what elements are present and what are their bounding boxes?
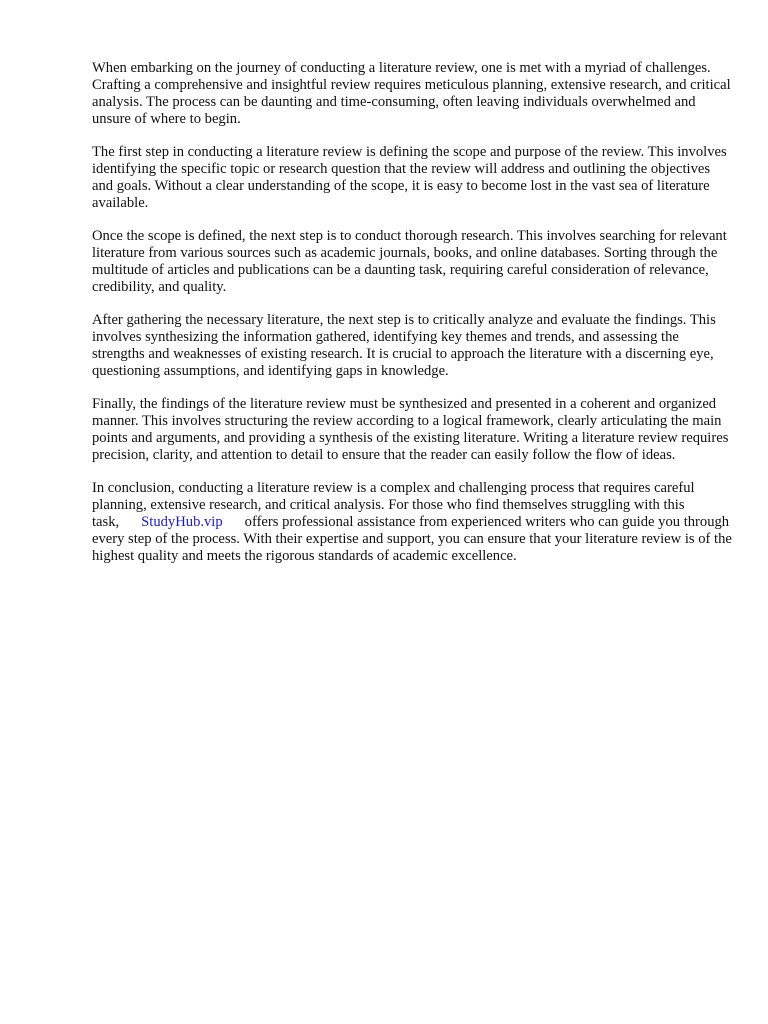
paragraph-intro: When embarking on the journey of conducting a literature review, one is met with a myriad of challenges. Crafting a comprehensive and insightful review requires meticulous planning, extensive research, and critical analysis. The process can be daunting and time-consuming, often leaving individuals overwhelmed and unsure of where to begin. <box>92 60 731 127</box>
studyhub-link[interactable]: StudyHub.vip <box>141 514 223 530</box>
paragraph-research: Once the scope is defined, the next step is to conduct thorough research. This involves searching for relevant literature from various sources such as academic journals, books, and online databases. Sorting through the multitude of articles and publications can be a daunting task, requiring careful consideration of relevance, credibility, and quality. <box>92 228 727 295</box>
conclusion-text-after-link: offers professional assistance from experienced writers who can guide you through every step of the process. With their expertise and support, you can ensure that your literature review is of the highest quality and meets the rigorous standards of academic excellence. <box>92 514 732 564</box>
document-body <box>92 60 732 581</box>
conclusion-text-before-link: In conclusion, conducting a literature review is a complex and challenging process that requires careful planning, extensive research, and critical analysis. For those who find themselves struggling with this task, <box>92 480 695 530</box>
paragraph-scope: The first step in conducting a literature review is defining the scope and purpose of the review. This involves identifying the specific topic or research question that the review will address and outlining the objectives and goals. Without a clear understanding of the scope, it is easy to become lost in the vast sea of literature available. <box>92 144 727 211</box>
paragraph-analysis: After gathering the necessary literature, the next step is to critically analyze and evaluate the findings. This involves synthesizing the information gathered, identifying key themes and trends, and assessing the strengths and weaknesses of existing research. It is crucial to approach the literature with a discerning eye, questioning assumptions, and identifying gaps in knowledge. <box>92 312 716 379</box>
paragraph-conclusion <box>92 480 732 565</box>
paragraph-synthesis: Finally, the findings of the literature review must be synthesized and presented in a coherent and organized manner. This involves structuring the review according to a logical framework, clearly articulating the main points and arguments, and providing a synthesis of the existing literature. Writing a literature review requires precision, clarity, and attention to detail to ensure that the reader can easily follow the flow of ideas. <box>92 396 729 463</box>
